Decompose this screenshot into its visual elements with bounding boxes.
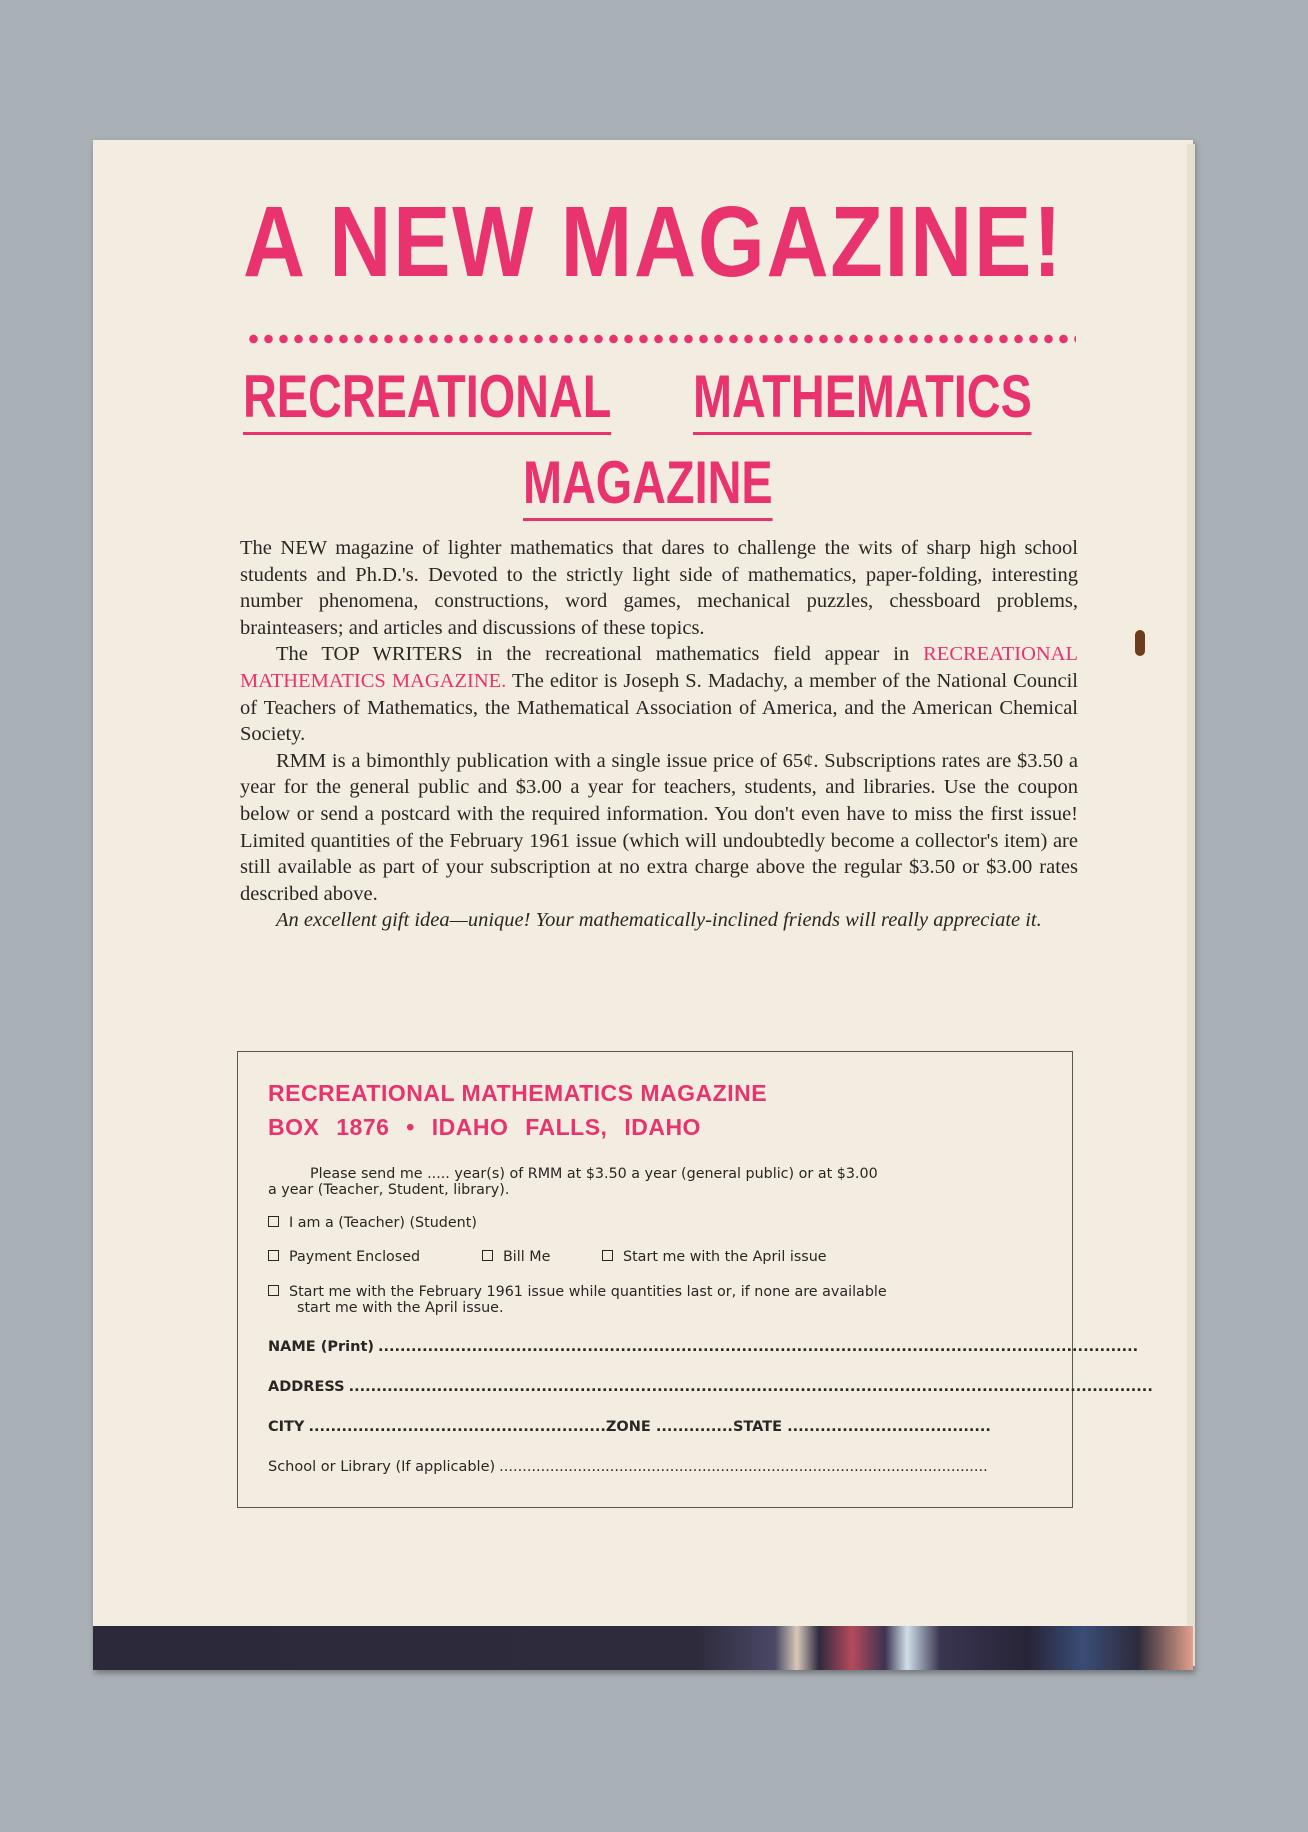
checkbox-icon[interactable] [602,1250,613,1261]
option-bill-me[interactable]: Bill Me [482,1249,550,1266]
address-field[interactable]: ADDRESS .................................................................................................................................................. [268,1379,1153,1395]
paragraph-writers: The TOP WRITERS in the recreational mathematics field appear in RECREATIONAL MATHEMATICS MAGAZINE. The editor is Joseph S. Madachy, a member of the National Council of Teachers of Mathematics, the Mathematical Association of America, and the American Chemical Society. [240,643,1079,746]
checkbox-icon[interactable] [268,1216,279,1227]
dotted-divider [246,332,1076,346]
coupon-intro-line1: Please send me ..... year(s) of RMM at $3.50 a year (general public) or at $3.00 [310,1166,878,1182]
subscription-coupon [237,1051,1153,1508]
paragraph-gift: An excellent gift idea—unique! Your mathematically-inclined friends will really appreciate it. [276,909,1042,932]
checkbox-icon[interactable] [268,1250,279,1261]
option-teacher-student[interactable]: I am a (Teacher) (Student) [268,1215,477,1232]
coupon-intro-line2: a year (Teacher, Student, library). [268,1182,510,1198]
city-zone-state-field[interactable]: CITY ......................................................ZONE ..............STATE ..................................... [268,1419,991,1435]
option-start-february-cont: start me with the April issue. [297,1300,504,1316]
paper-blemish [1135,630,1145,656]
checkbox-icon[interactable] [482,1250,493,1261]
checkbox-icon[interactable] [268,1285,279,1296]
name-field[interactable]: NAME (Print) .......................................................................................................................................... [268,1339,1139,1355]
headline: A NEW MAGAZINE! [243,186,1064,298]
title-magazine: MAGAZINE [523,448,773,521]
coupon-title: RECREATIONAL MATHEMATICS MAGAZINE [268,1080,768,1106]
paragraph-pricing: RMM is a bimonthly publication with a single issue price of 65¢. Subscriptions rates are $3.50 a year for the general public and $3.00 a year for teachers, students, and libraries. Use the coupon below or send a postcard with the required information. You don't even have to miss the first issue! Limited quantities of the February 1961 issue (which will undoubtedly become a collector's item) are still available as part of your subscription at no extra charge above the regular $3.50 or $3.00 rates described above. [240,749,1078,905]
title-mathematics: MATHEMATICS [693,362,1032,435]
page-edge [1187,144,1195,1666]
magazine-name-inline: RECREATIONAL MATHEMATICS MAGAZINE. [240,643,1079,692]
cover-art-strip [93,1626,1193,1670]
option-start-february[interactable]: Start me with the February 1961 issue while quantities last or, if none are available [268,1284,887,1301]
paragraph-intro: The NEW magazine of lighter mathematics that dares to challenge the wits of sharp high school students and Ph.D.'s. Devoted to the strictly light side of mathematics, paper-folding, interesting number phenomena, constructions, word games, mechanical puzzles, chessboard problems, brainteasers; and articles and discussions of these topics. [240,537,1078,639]
coupon-address: BOX 1876 • IDAHO FALLS, IDAHO [268,1114,701,1140]
article-body [240,535,1078,934]
school-library-field[interactable]: School or Library (If applicable).......................................................................................................... [268,1459,988,1475]
title-recreational: RECREATIONAL [243,362,611,435]
option-start-april[interactable]: Start me with the April issue [602,1249,827,1266]
option-payment-enclosed[interactable]: Payment Enclosed [268,1249,420,1266]
magazine-back-cover [93,140,1193,1670]
